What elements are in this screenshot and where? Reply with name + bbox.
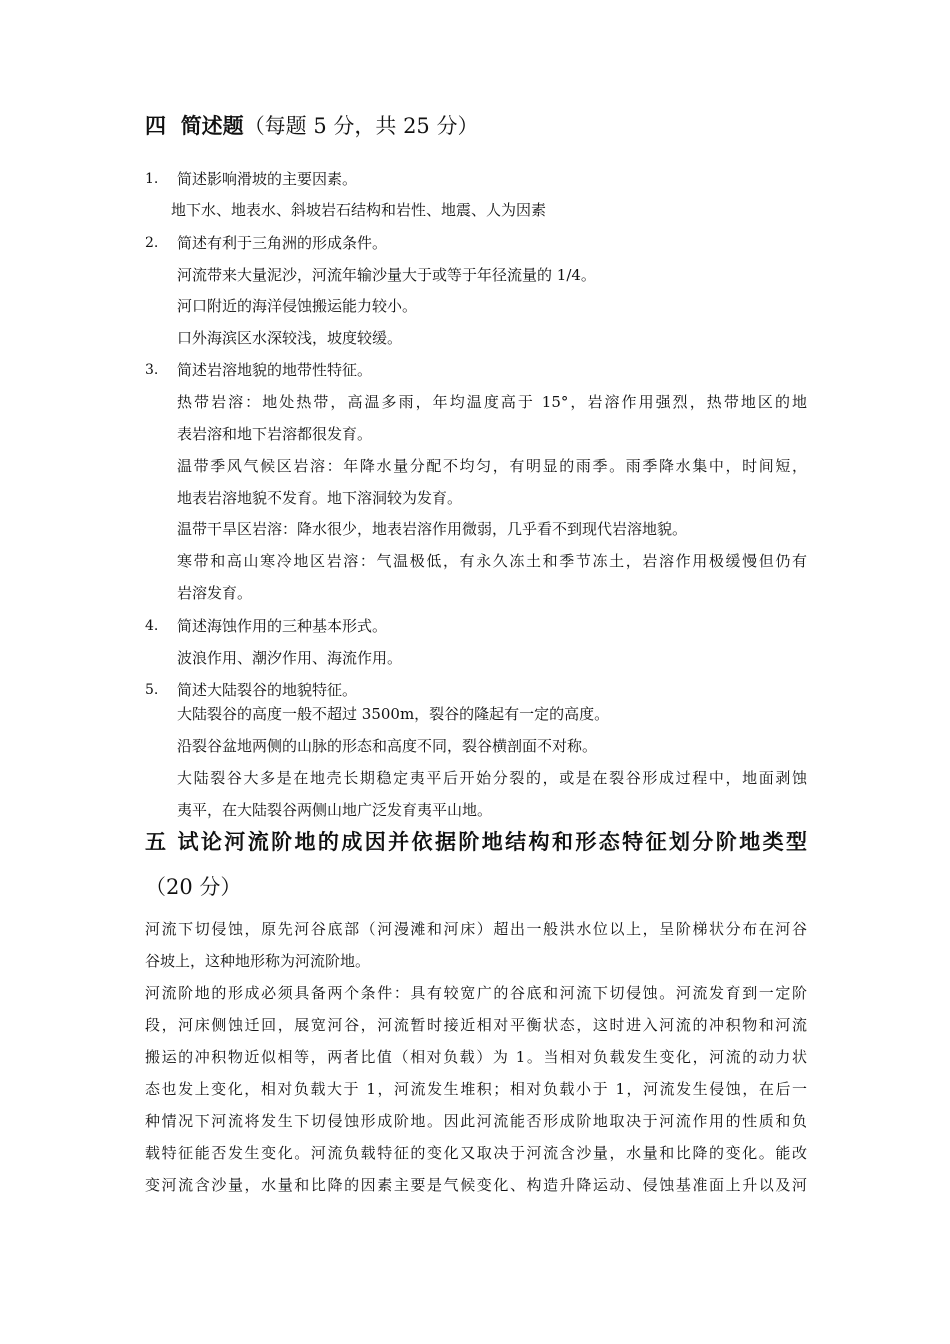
question-3-answer-line: 寒带和高山寒冷地区岩溶：气温极低，有永久冻土和季节冻土，岩溶作用极缓慢但仍有 — [177, 552, 807, 570]
question-4-number: 4. — [145, 618, 159, 634]
question-2-answer-line: 口外海滨区水深较浅，坡度较缓。 — [177, 329, 403, 347]
question-4-text: 简述海蚀作用的三种基本形式。 — [177, 617, 388, 635]
question-2-answer-line: 河流带来大量泥沙，河流年输沙量大于或等于年径流量的 1/4。 — [177, 266, 596, 284]
question-3-number: 3. — [145, 362, 159, 378]
section-4-title: 简述题 — [180, 114, 244, 138]
question-3-answer-line: 表岩溶和地下岩溶都很发育。 — [177, 425, 373, 443]
question-3-answer-line: 温带干旱区岩溶：降水很少，地表岩溶作用微弱，几乎看不到现代岩溶地貌。 — [177, 520, 688, 538]
question-2-answer-line: 河口附近的海洋侵蚀搬运能力较小。 — [177, 297, 418, 315]
question-3-text: 简述岩溶地貌的地带性特征。 — [177, 361, 373, 379]
question-5-number: 5. — [145, 682, 159, 698]
essay-line: 谷坡上，这种地形称为河流阶地。 — [145, 952, 371, 970]
essay-line: 种情况下河流将发生下切侵蚀形成阶地。因此河流能否形成阶地取决于河流作用的性质和负 — [145, 1112, 807, 1130]
section-5-number: 五 — [145, 830, 169, 854]
section-4-heading — [145, 111, 478, 141]
essay-line: 态也发上变化，相对负载大于 1，河流发生堆积；相对负载小于 1，河流发生侵蚀，在后一 — [145, 1080, 807, 1098]
question-1-text: 简述影响滑坡的主要因素。 — [177, 170, 358, 188]
question-2-text: 简述有利于三角洲的形成条件。 — [177, 234, 388, 252]
essay-line: 河流阶地的形成必须具备两个条件：具有较宽广的谷底和河流下切侵蚀。河流发育到一定阶 — [145, 984, 807, 1002]
question-3-answer-line: 温带季风气候区岩溶：年降水量分配不均匀，有明显的雨季。雨季降水集中，时间短， — [177, 457, 807, 475]
essay-line: 段，河床侧蚀迁回，展宽河谷，河流暂时接近相对平衡状态，这时进入河流的冲积物和河流 — [145, 1016, 807, 1034]
question-5-answer-line: 大陆裂谷大多是在地壳长期稳定夷平后开始分裂的，或是在裂谷形成过程中，地面剥蚀 — [177, 769, 807, 787]
question-1-number: 1. — [145, 171, 159, 187]
section-5-title: 试论河流阶地的成因并依据阶地结构和形态特征划分阶地类型 — [177, 830, 808, 854]
essay-line: 搬运的冲积物近似相等，两者比值（相对负载）为 1。当相对负载发生变化，河流的动力状 — [145, 1048, 807, 1066]
question-3-answer-line: 地表岩溶地貌不发育。地下溶洞较为发育。 — [177, 489, 463, 507]
section-4-score-note: （每题 5 分，共 25 分） — [243, 114, 479, 138]
question-3-answer-line: 热带岩溶：地处热带，高温多雨，年均温度高于 15°，岩溶作用强烈，热带地区的地 — [177, 393, 807, 411]
essay-line: 变河流含沙量，水量和比降的因素主要是气候变化、构造升降运动、侵蚀基准面上升以及河 — [145, 1176, 807, 1194]
essay-line: 河流下切侵蚀，原先河谷底部（河漫滩和河床）超出一般洪水位以上，呈阶梯状分布在河谷 — [145, 920, 807, 938]
question-5-text: 简述大陆裂谷的地貌特征。 — [177, 681, 358, 699]
question-1-answer-line: 地下水、地表水、斜坡岩石结构和岩性、地震、人为因素 — [171, 201, 547, 219]
question-5-answer-line: 大陆裂谷的高度一般不超过 3500m，裂谷的隆起有一定的高度。 — [177, 705, 610, 723]
question-2-number: 2. — [145, 235, 159, 251]
section-5-heading — [145, 827, 807, 857]
question-3-answer-line: 岩溶发育。 — [177, 584, 253, 602]
section-4-number: 四 — [145, 114, 166, 138]
section-5-score-note: （20 分） — [145, 875, 242, 899]
question-5-answer-line: 沿裂谷盆地两侧的山脉的形态和高度不同，裂谷横剖面不对称。 — [177, 737, 598, 755]
essay-line: 载特征能否发生变化。河流负载特征的变化又取决于河流含沙量，水量和比降的变化。能改 — [145, 1144, 807, 1162]
question-4-answer-line: 波浪作用、潮汐作用、海流作用。 — [177, 649, 403, 667]
question-5-answer-line: 夷平，在大陆裂谷两侧山地广泛发育夷平山地。 — [177, 801, 493, 819]
